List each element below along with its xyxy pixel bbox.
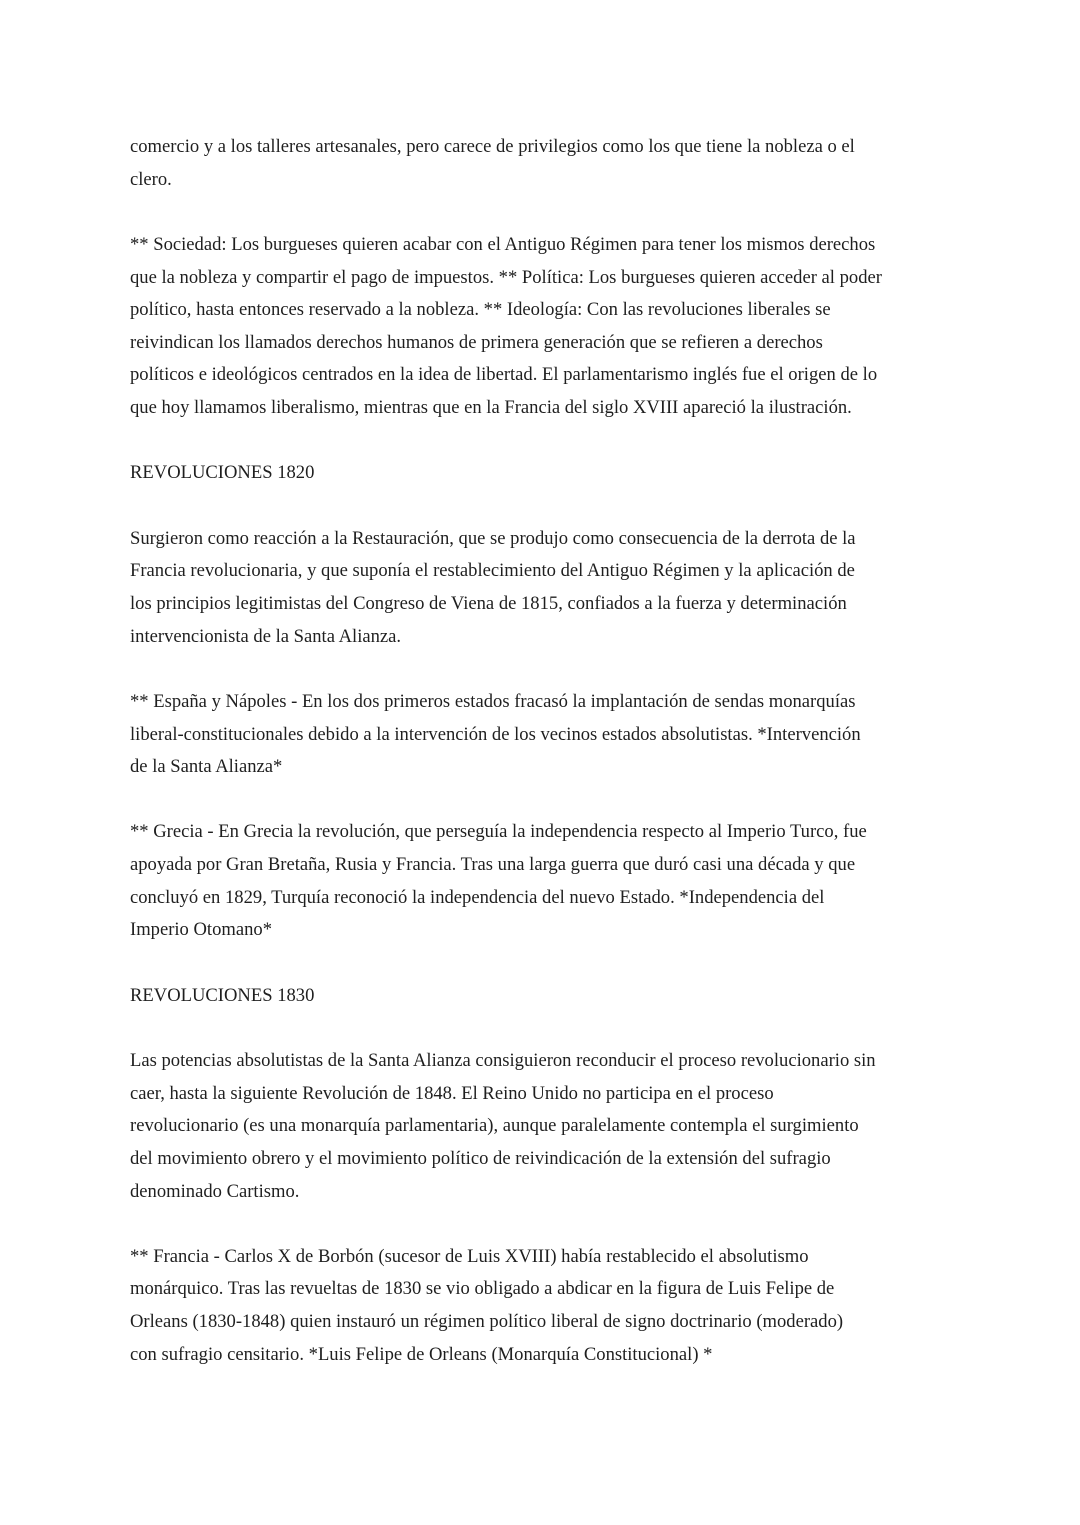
text-line: del movimiento obrero y el movimiento político de reivindicación de la extensión del sufragio [130,1147,831,1169]
paragraph-spacer [130,947,882,980]
text-line: Surgieron como reacción a la Restauración, que se produjo como consecuencia de la derrota de la [130,527,856,549]
section-heading [130,457,882,490]
section-heading [130,980,882,1013]
text-line: Las potencias absolutistas de la Santa Alianza consiguieron reconducir el proceso revolucionario sin [130,1049,876,1071]
text-line: que la nobleza y compartir el pago de impuestos. ** Política: Los burgueses quieren acceder al poder [130,266,882,288]
text-line: comercio y a los talleres artesanales, pero carece de privilegios como los que tiene la nobleza o el [130,136,855,157]
paragraph [130,523,882,654]
text-line: monárquico. Tras las revueltas de 1830 se vio obligado a abdicar en la figura de Luis Felipe de [130,1278,835,1300]
text-line: revolucionario (es una monarquía parlamentaria), aunque paralelamente contempla el surgimiento [130,1115,859,1137]
text-line: de la Santa Alianza* [130,756,283,778]
text-line: ** Sociedad: Los burgueses quieren acabar con el Antiguo Régimen para tener los mismos derechos [130,233,876,255]
text-line: intervencionista de la Santa Alianza. [130,625,402,647]
text-line: que hoy llamamos liberalismo, mientras que en la Francia del siglo XVIII apareció la ilustración. [130,397,852,419]
text-line: denominado Cartismo. [130,1180,300,1202]
text-line: con sufragio censitario. *Luis Felipe de Orleans (Monarquía Constitucional) * [130,1343,713,1365]
text-line: REVOLUCIONES 1820 [130,462,315,484]
text-line: apoyada por Gran Bretaña, Rusia y Francia. Tras una larga guerra que duró casi una década y que [130,854,856,876]
text-line: concluyó en 1829, Turquía reconoció la independencia del nuevo Estado. *Independencia del [130,886,825,908]
paragraph-spacer [130,196,882,229]
paragraph [130,229,882,425]
paragraph [130,131,882,196]
paragraph [130,1241,882,1372]
text-line: ** España y Nápoles - En los dos primeros estados fracasó la implantación de sendas monarquías [130,690,856,712]
text-line: liberal-constitucionales debido a la intervención de los vecinos estados absolutistas. *Intervención [130,723,861,745]
paragraph [130,1045,882,1208]
paragraph [130,686,882,784]
text-line: caer, hasta la siguiente Revolución de 1848. El Reino Unido no participa en el proceso [130,1082,774,1104]
document-body [130,131,882,1371]
text-line: Imperio Otomano* [130,919,273,941]
text-line: Orleans (1830-1848) quien instauró un régimen político liberal de signo doctrinario (moderado) [130,1311,844,1333]
paragraph [130,816,882,947]
text-line: ** Francia - Carlos X de Borbón (sucesor de Luis XVIII) había restablecido el absolutismo [130,1245,809,1267]
text-line: REVOLUCIONES 1830 [130,984,315,1006]
text-line: reivindican los llamados derechos humanos de primera generación que se refieren a derechos [130,331,823,353]
text-line: ** Grecia - En Grecia la revolución, que perseguía la independencia respecto al Imperio Turco, fue [130,821,867,843]
paragraph-spacer [130,425,882,458]
paragraph-spacer [130,490,882,523]
text-line: políticos e ideológicos centrados en la idea de libertad. El parlamentarismo inglés fue el origen de lo [130,364,878,386]
text-line: clero. [130,168,172,190]
paragraph-spacer [130,1012,882,1045]
text-line: Francia revolucionaria, y que suponía el restablecimiento del Antiguo Régimen y la aplicación de [130,560,855,582]
text-line: político, hasta entonces reservado a la nobleza. ** Ideología: Con las revoluciones liberales se [130,299,831,321]
paragraph-spacer [130,784,882,817]
text-line: los principios legitimistas del Congreso de Viena de 1815, confiados a la fuerza y determinación [130,592,847,614]
paragraph-spacer [130,1208,882,1241]
paragraph-spacer [130,653,882,686]
